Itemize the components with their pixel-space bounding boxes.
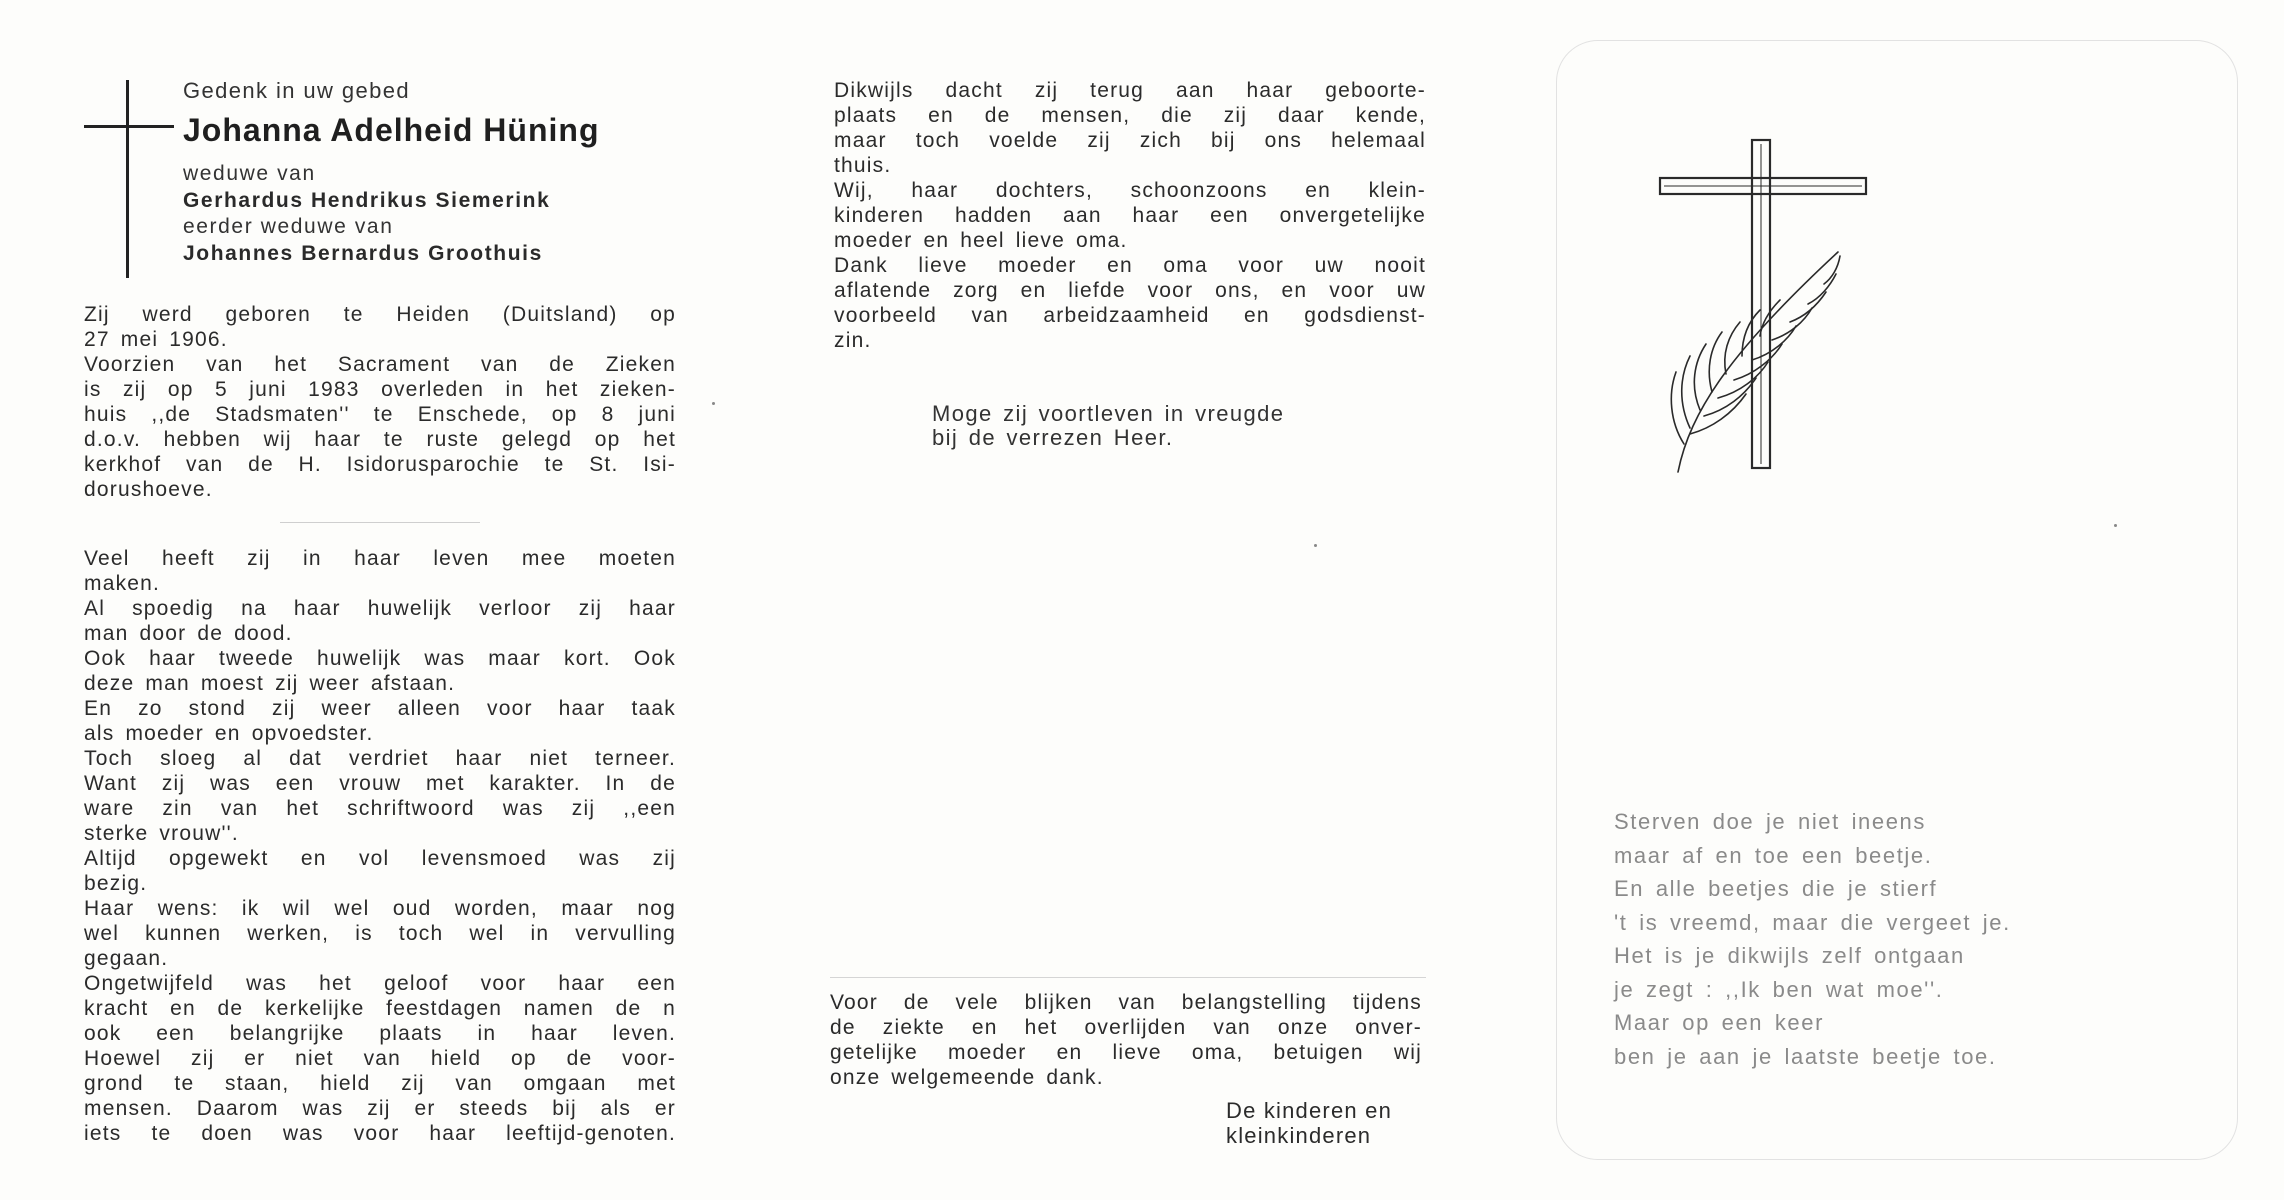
text-line: kinderen hadden aan haar een onvergetelijke — [834, 204, 1426, 227]
text-line: deze man moest zij weer afstaan. — [84, 672, 456, 695]
text-line: dorushoeve. — [84, 478, 213, 501]
text-line: 27 mei 1906. — [84, 328, 228, 351]
text-line: sterke vrouw''. — [84, 822, 239, 845]
text-line: is zij op 5 juni 1983 overleden in het zieken- — [84, 378, 676, 401]
text-line: Ook haar tweede huwelijk was maar kort. Ook — [84, 647, 676, 670]
text-line: ware zin van het schriftwoord was zij ,,een — [84, 797, 676, 820]
poem-line: maar af en toe een beetje. — [1614, 842, 1933, 868]
prayer-line: bij de verrezen Heer. — [932, 425, 1174, 450]
text-line: En zo stond zij weer alleen voor haar taak — [84, 697, 676, 720]
former-widow-label: eerder weduwe van — [183, 215, 394, 238]
text-line: man door de dood. — [84, 622, 293, 645]
text-line: thuis. — [834, 154, 892, 177]
poem-line: Het is je dikwijls zelf ontgaan — [1614, 943, 1965, 968]
text-line: zin. — [834, 329, 872, 352]
widow-of-label: weduwe van — [183, 162, 316, 185]
text-line: Dikwijls dacht zij terug aan haar geboorte- — [834, 79, 1426, 102]
text-line: Wij, haar dochters, schoonzoons en klein- — [834, 179, 1426, 202]
poem — [1614, 805, 2134, 1073]
text-line: Veel heeft zij in haar leven mee moeten — [84, 547, 676, 570]
cross-icon — [82, 80, 177, 280]
poem-line: ben je aan je laatste beetje toe. — [1614, 1043, 1997, 1069]
intro-text: Gedenk in uw gebed — [183, 78, 411, 103]
thanks-paragraph — [830, 990, 1422, 1090]
divider — [830, 977, 1426, 978]
text-line: Ongetwijfeld was het geloof voor haar een — [84, 972, 676, 995]
text-line: maar toch voelde zij zich bij ons helemaal — [834, 129, 1426, 152]
birth-death-paragraph — [84, 302, 676, 502]
prayer-line: Moge zij voortleven in vreugde — [932, 401, 1285, 426]
text-line: gegaan. — [84, 947, 169, 970]
text-line: iets te doen was voor haar leeftijd-genoten. — [84, 1122, 676, 1145]
text-line: ook een belangrijke plaats in haar leven. — [84, 1022, 676, 1045]
paper-speck — [2114, 524, 2117, 527]
text-line: Toch sloeg al dat verdriet haar niet terneer. — [84, 747, 676, 770]
poem-line: Maar op een keer — [1614, 1010, 1825, 1035]
text-line: Al spoedig na haar huwelijk verloor zij haar — [84, 597, 676, 620]
text-line: kerkhof van de H. Isidorusparochie te St. Isi- — [84, 453, 676, 476]
poem-line: En alle beetjes die je stierf — [1614, 876, 1938, 901]
divider — [280, 522, 480, 523]
text-line: moeder en heel lieve oma. — [834, 229, 1128, 252]
prayer — [932, 402, 1352, 450]
paper-speck — [1314, 544, 1317, 547]
husband-1-name: Gerhardus Hendrikus Siemerink — [183, 189, 551, 212]
text-line: aflatende zorg en liefde voor ons, en voor uw — [834, 279, 1426, 302]
text-line: als moeder en opvoedster. — [84, 722, 374, 745]
text-line: Voor de vele blijken van belangstelling tijdens — [830, 991, 1422, 1014]
text-line: Hoewel zij er niet van hield op de voor- — [84, 1047, 676, 1070]
text-line: bezig. — [84, 872, 148, 895]
signoff-line: De kinderen en — [1226, 1098, 1393, 1123]
text-line: Haar wens: ik wil wel oud worden, maar nog — [84, 897, 676, 920]
text-line: huis ,,de Stadsmaten'' te Enschede, op 8 juni — [84, 403, 676, 426]
text-line: d.o.v. hebben wij haar te ruste gelegd op het — [84, 428, 676, 451]
text-line: voorbeeld van arbeidzaamheid en godsdienst- — [834, 304, 1426, 327]
text-line: kracht en de kerkelijke feestdagen namen de n — [84, 997, 676, 1020]
header — [183, 78, 703, 267]
text-line: plaats en de mensen, die zij daar kende, — [834, 104, 1426, 127]
paper-speck — [712, 402, 715, 405]
text-line: Altijd opgewekt en vol levensmoed was zij — [84, 847, 676, 870]
text-line: wel kunnen werken, is toch wel in vervulling — [84, 922, 676, 945]
deceased-name: Johanna Adelheid Hüning — [183, 112, 600, 148]
text-line: Dank lieve moeder en oma voor uw nooit — [834, 254, 1426, 277]
signoff — [1226, 1098, 1466, 1148]
text-line: Zij werd geboren te Heiden (Duitsland) op — [84, 303, 676, 326]
text-line: grond te staan, hield zij van omgaan met — [84, 1072, 676, 1095]
cross-with-palm-branch-icon — [1650, 132, 1890, 482]
text-line: de ziekte en het overlijden van onze onver- — [830, 1016, 1422, 1039]
signoff-line: kleinkinderen — [1226, 1123, 1372, 1148]
husband-2-name: Johannes Bernardus Groothuis — [183, 242, 543, 265]
poem-line: Sterven doe je niet ineens — [1614, 809, 1926, 834]
poem-line: 't is vreemd, maar die vergeet je. — [1614, 909, 2011, 935]
text-line: Voorzien van het Sacrament van de Zieken — [84, 353, 676, 376]
text-line: getelijke moeder en lieve oma, betuigen wij — [830, 1041, 1422, 1064]
poem-line: je zegt : ,,Ik ben wat moe''. — [1614, 976, 1944, 1002]
remembrance-paragraph — [834, 78, 1426, 353]
life-paragraph — [84, 546, 676, 1146]
text-line: mensen. Daarom was zij er steeds bij als er — [84, 1097, 676, 1120]
text-line: Want zij was een vrouw met karakter. In de — [84, 772, 676, 795]
text-line: onze welgemeende dank. — [830, 1066, 1104, 1089]
text-line: maken. — [84, 572, 161, 595]
